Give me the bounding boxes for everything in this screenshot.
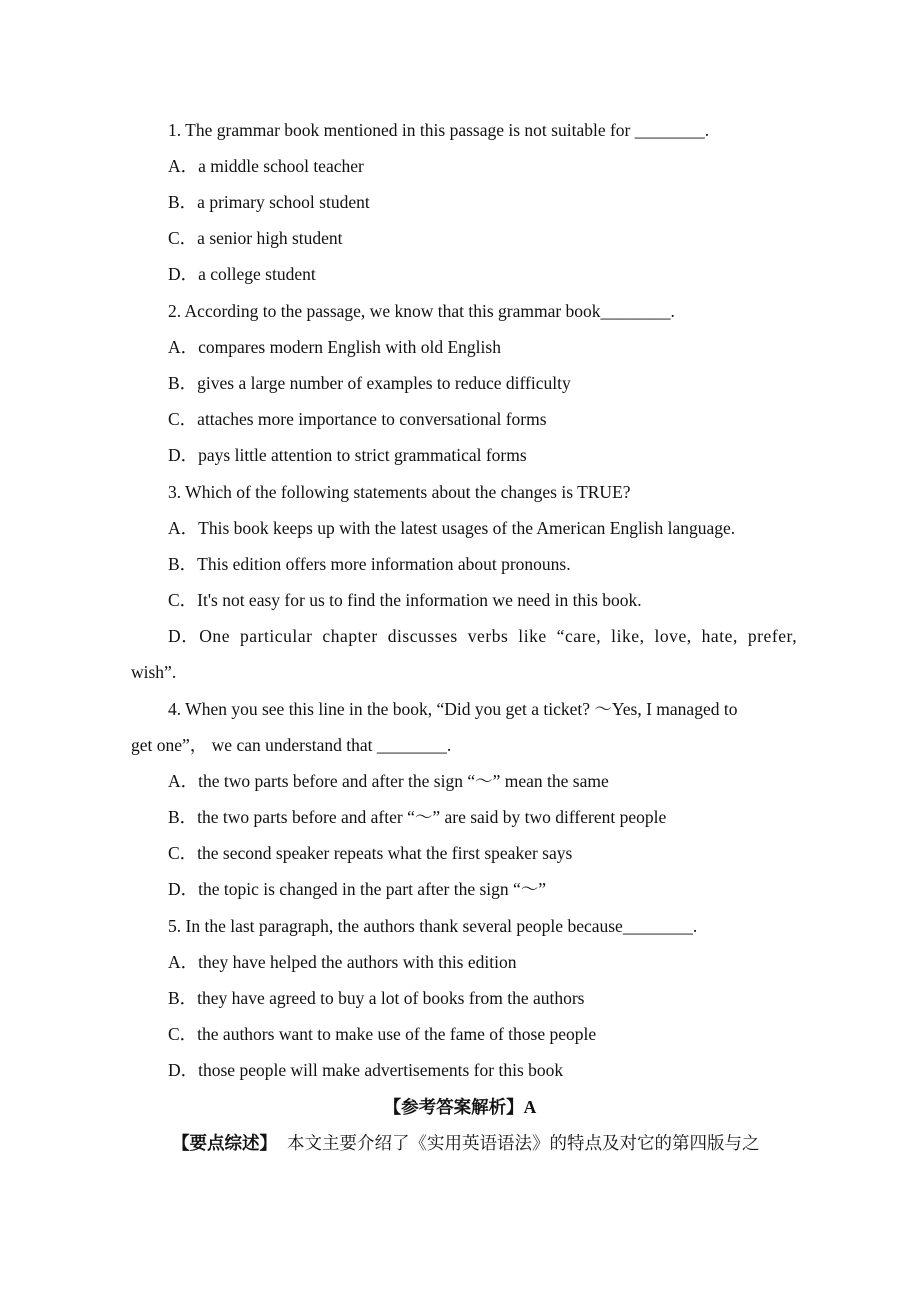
question-2-option-a: A．compares modern English with old English [168,337,501,357]
question-1-stem: 1. The grammar book mentioned in this passage is not suitable for ________. [168,120,710,140]
question-2-stem: 2. According to the passage, we know that this grammar book________. [168,301,675,321]
question-3-option-a: A．This book keeps up with the latest usages of the American English language. [168,518,736,538]
question-4-option-a: A．the two parts before and after the sign “～” mean the same [168,771,609,791]
question-2-option-d: D．pays little attention to strict grammatical forms [168,445,527,465]
question-2-option-b: B．gives a large number of examples to reduce difficulty [168,373,571,393]
question-4-stem-continued: get one”， we can understand that ________. [131,735,452,755]
question-1-option-c: C．a senior high student [168,228,343,248]
question-3-option-b: B．This edition offers more information about pronouns. [168,554,571,574]
question-4-option-b: B．the two parts before and after “～” are said by two different people [168,807,667,827]
question-1-option-a: A．a middle school teacher [168,156,364,176]
answer-title: 【参考答案解析】A [383,1097,537,1117]
question-4-option-c: C．the second speaker repeats what the first speaker says [168,843,573,863]
question-2-option-c: C．attaches more importance to conversational forms [168,409,547,429]
question-3-option-c: C．It's not easy for us to find the information we need in this book. [168,590,642,610]
question-3-option-d: D．One particular chapter discusses verbs like “care, like, love, hate, prefer, [168,626,798,646]
summary-text: 本文主要介绍了《实用英语语法》的特点及对它的第四版与之 [287,1133,760,1153]
question-5-option-c: C．the authors want to make use of the fame of those people [168,1024,597,1044]
question-3-option-d-continued: wish”. [131,662,177,682]
summary-label: 【要点综述】 [172,1133,277,1153]
question-4-option-d: D．the topic is changed in the part after the sign “～” [168,879,547,899]
question-5-option-b: B．they have agreed to buy a lot of books from the authors [168,988,585,1008]
question-5-stem: 5. In the last paragraph, the authors thank several people because________. [168,916,698,936]
question-5-option-d: D．those people will make advertisements for this book [168,1060,564,1080]
question-1-option-d: D．a college student [168,264,316,284]
question-1-option-b: B．a primary school student [168,192,370,212]
question-3-stem: 3. Which of the following statements about the changes is TRUE? [168,482,631,502]
question-4-stem: 4. When you see this line in the book, “Did you get a ticket? ～Yes, I managed to [168,699,738,719]
question-5-option-a: A．they have helped the authors with this edition [168,952,517,972]
answer-summary [172,1131,760,1155]
